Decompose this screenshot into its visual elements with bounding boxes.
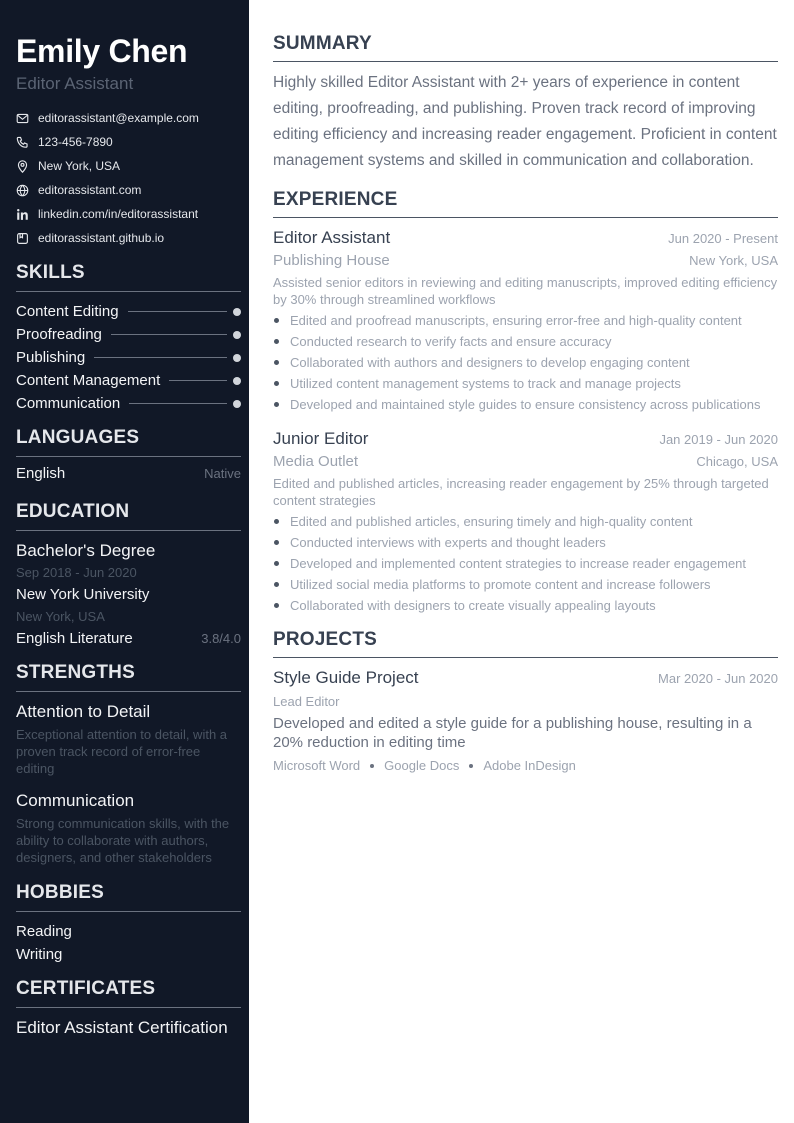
job-location: Chicago, USA — [696, 454, 778, 469]
contact-linkedin-text: linkedin.com/in/editorassistant — [38, 207, 199, 221]
main-content — [273, 32, 778, 773]
skills-title: SKILLS — [16, 260, 241, 292]
education-field: English Literature — [16, 630, 133, 647]
job-entry — [273, 226, 778, 413]
skill-dot — [233, 308, 241, 316]
job-bullet: Collaborated with authors and designers to develop engaging content — [273, 354, 778, 371]
tool-separator-dot — [370, 764, 374, 768]
language-name: English — [16, 465, 66, 482]
skill-item — [16, 323, 241, 346]
strength-title: Attention to Detail — [16, 702, 151, 721]
contact-location — [16, 154, 241, 178]
skills-list — [16, 300, 241, 415]
contact-email-text: editorassistant@example.com — [38, 111, 199, 125]
language-item — [16, 465, 241, 489]
job-bullet: Collaborated with designers to create visually appealing layouts — [273, 597, 778, 614]
skill-line — [169, 380, 227, 381]
skill-label: Communication — [16, 395, 121, 412]
job-bullet: Conducted interviews with experts and thought leaders — [273, 534, 778, 551]
sidebar — [0, 0, 249, 1123]
skill-label: Publishing — [16, 349, 86, 366]
strength-title: Communication — [16, 791, 135, 810]
summary-title: SUMMARY — [273, 32, 778, 62]
project-role: Lead Editor — [273, 694, 340, 709]
skill-dot — [233, 354, 241, 362]
skill-item — [16, 300, 241, 323]
job-company: Media Outlet — [273, 453, 359, 470]
skill-label: Content Management — [16, 372, 161, 389]
contact-website[interactable] — [16, 178, 241, 202]
education-dates: Sep 2018 - Jun 2020 — [16, 565, 137, 580]
job-entry — [273, 427, 778, 614]
job-bullet: Edited and proofread manuscripts, ensuring error-free and high-quality content — [273, 312, 778, 329]
certificates-title: CERTIFICATES — [16, 976, 241, 1008]
contact-website-text: editorassistant.com — [38, 183, 142, 197]
contact-email[interactable] — [16, 106, 241, 130]
strengths-title: STRENGTHS — [16, 660, 241, 692]
job-header — [273, 226, 778, 250]
mail-icon — [16, 112, 29, 125]
job-description: Assisted senior editors in reviewing and editing manuscripts, improved editing efficiency by 30% through streamlined workflows — [273, 275, 778, 307]
github-icon — [16, 232, 29, 245]
project-dates: Mar 2020 - Jun 2020 — [658, 671, 778, 686]
languages-title: LANGUAGES — [16, 425, 241, 457]
job-bullets — [273, 312, 778, 413]
certificates-section — [16, 976, 241, 1040]
phone-icon — [16, 136, 29, 149]
education-location: New York, USA — [16, 609, 105, 624]
project-title: Style Guide Project — [273, 668, 419, 687]
hobbies-title: HOBBIES — [16, 880, 241, 912]
skills-section — [16, 260, 241, 415]
hobbies-section — [16, 880, 241, 966]
education-entry — [16, 539, 241, 650]
experience-title: EXPERIENCE — [273, 188, 778, 218]
hobby-item: Reading — [16, 923, 72, 940]
education-degree: Bachelor's Degree — [16, 541, 156, 560]
experience-section — [273, 188, 778, 614]
job-title: Editor Assistant — [273, 228, 391, 247]
skill-line — [94, 357, 227, 358]
job-dates: Jun 2020 - Present — [668, 231, 778, 246]
job-bullet: Developed and implemented content strategies to increase reader engagement — [273, 555, 778, 572]
contact-phone-text: 123-456-7890 — [38, 135, 113, 149]
project-header — [273, 666, 778, 690]
tool-separator-dot — [469, 764, 473, 768]
language-level: Native — [204, 466, 241, 481]
education-gpa: 3.8/4.0 — [201, 631, 241, 646]
skill-dot — [233, 331, 241, 339]
job-bullet: Edited and published articles, ensuring timely and high-quality content — [273, 513, 778, 530]
contact-linkedin[interactable] — [16, 202, 241, 226]
strength-desc: Exceptional attention to detail, with a proven track record of error-free editing — [16, 727, 228, 776]
contact-location-text: New York, USA — [38, 159, 121, 173]
project-tool: Adobe InDesign — [483, 758, 576, 773]
skill-dot — [233, 400, 241, 408]
skill-item — [16, 369, 241, 392]
projects-title: PROJECTS — [273, 628, 778, 658]
job-bullets — [273, 513, 778, 614]
strength-item — [16, 700, 241, 777]
job-bullet: Conducted research to verify facts and ensure accuracy — [273, 333, 778, 350]
languages-section — [16, 425, 241, 489]
strength-desc: Strong communication skills, with the ability to collaborate with authors, designers, and other stakeholders — [16, 816, 230, 865]
strength-item — [16, 789, 241, 866]
linkedin-icon — [16, 208, 29, 221]
skill-item — [16, 346, 241, 369]
education-field-row — [16, 628, 241, 650]
contact-github-text: editorassistant.github.io — [38, 231, 165, 245]
skill-label: Content Editing — [16, 303, 119, 320]
certificate-item: Editor Assistant Certification — [16, 1018, 228, 1037]
job-bullet: Developed and maintained style guides to ensure consistency across publications — [273, 396, 778, 413]
project-description: Developed and edited a style guide for a publishing house, resulting in a 20% reduction in editing time — [273, 715, 752, 751]
projects-section — [273, 628, 778, 773]
project-tools — [273, 758, 778, 773]
education-section — [16, 499, 241, 650]
education-school: New York University — [16, 586, 150, 603]
hobby-item: Writing — [16, 946, 63, 963]
project-tool: Google Docs — [384, 758, 460, 773]
skill-line — [129, 403, 227, 404]
skill-item — [16, 392, 241, 415]
skill-line — [128, 311, 227, 312]
job-bullet: Utilized social media platforms to promote content and increase followers — [273, 576, 778, 593]
contact-list — [16, 106, 241, 250]
skill-dot — [233, 377, 241, 385]
job-bullet: Utilized content management systems to track and manage projects — [273, 375, 778, 392]
job-dates: Jan 2019 - Jun 2020 — [659, 432, 778, 447]
skill-line — [111, 334, 227, 335]
education-title: EDUCATION — [16, 499, 241, 531]
contact-github[interactable] — [16, 226, 241, 250]
candidate-role: Editor Assistant — [16, 74, 134, 93]
hobbies-list — [16, 920, 241, 966]
globe-icon — [16, 184, 29, 197]
skill-label: Proofreading — [16, 326, 102, 343]
candidate-name: Emily Chen — [16, 33, 188, 69]
project-tool: Microsoft Word — [273, 758, 361, 773]
job-location: New York, USA — [689, 253, 778, 268]
job-company: Publishing House — [273, 252, 390, 269]
job-title: Junior Editor — [273, 429, 369, 448]
summary-text: Highly skilled Editor Assistant with 2+ years of experience in content editing, proofreading, and publishing. Proven track record of improving editing efficiency and increasing reader engagement. Proficient in content management systems and skilled in communication and collaboration. — [273, 74, 777, 169]
job-header — [273, 427, 778, 451]
strengths-section — [16, 660, 241, 866]
job-subheader — [273, 451, 778, 473]
job-subheader — [273, 250, 778, 272]
summary-section — [273, 32, 778, 174]
project-entry — [273, 666, 778, 773]
contact-phone[interactable] — [16, 130, 241, 154]
job-description: Edited and published articles, increasing reader engagement by 25% through targeted content strategies — [273, 476, 769, 508]
location-pin-icon — [16, 160, 29, 173]
